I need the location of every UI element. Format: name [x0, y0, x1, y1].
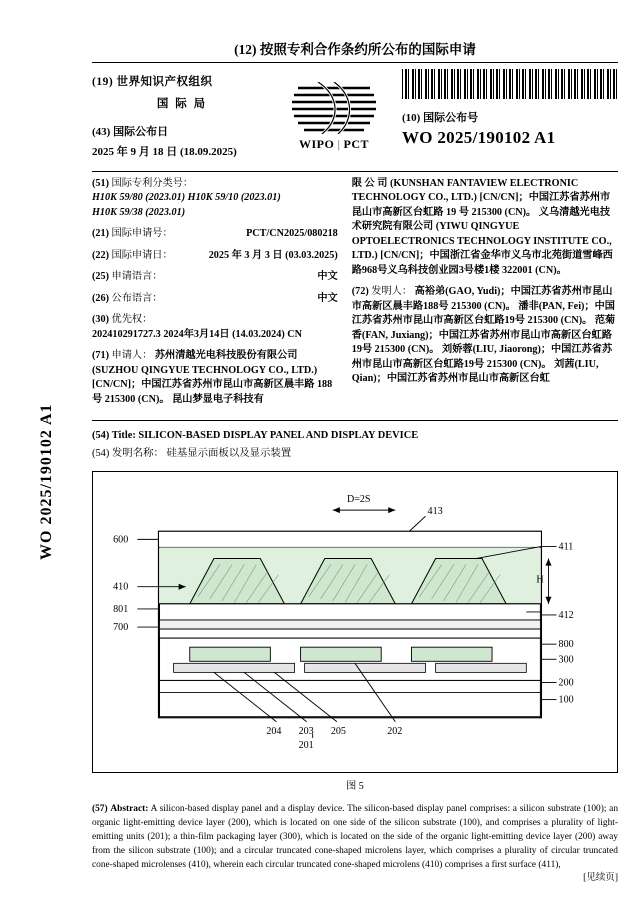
pubno-value: WO 2025/190102 A1 [402, 128, 556, 147]
org-code: (19) [92, 76, 114, 88]
callout-204: 204 [266, 725, 282, 737]
field-inventors-num: (72) [351, 286, 369, 298]
callout-412: 412 [558, 609, 574, 621]
field-ipc-label: 国际专利分类号： [111, 178, 194, 189]
field-ipc-num: (51) [92, 178, 109, 189]
wipo-logo [272, 69, 396, 165]
header-divider [92, 62, 618, 63]
callout-202: 202 [387, 725, 403, 737]
title-en-code: (54) [92, 430, 110, 442]
title-en-value: SILICON-BASED DISPLAY PANEL AND DISPLAY DEVICE [138, 430, 419, 442]
field-filing-num: (22) [92, 249, 109, 261]
callout-201: 201 [298, 739, 314, 751]
masthead-divider [92, 171, 618, 172]
field-inventors [352, 285, 618, 386]
callout-800: 800 [558, 638, 574, 650]
abstract-code: (57) [92, 803, 108, 814]
field-applicant-value: 苏州清越光电科技股份有限公司 (SUZHOU QINGYUE TECHNOLOGY CO., LTD.) [CN/CN]；中国江苏省苏州市昆山市高新区晨丰路 188 号 215300 (CN)。 昆山梦显电子科技有 [92, 350, 333, 405]
field-applicant-cont-value: 限 公 司 (KUNSHAN FANTAVIEW ELECTRONIC TECHNOLOGY CO., LTD.) [CN/CN]；中国江苏省苏州市昆山市高新区台虹路 19 号 215300 (CN)。 义乌清越光电技术研究院有限公司 (YIWU QINGYUE OPTOELECTRONICS TECHNOLOGY INSTITUTE CO., LTD.) [CN/CN]；中国浙江省金华市义乌市北苑街道雪峰西路968号义乌科技创业园3号楼1楼 322001 (CN)。 [351, 178, 613, 276]
masthead-left [92, 69, 272, 165]
footer-continued: [见续页] [583, 873, 618, 883]
field-application-number [92, 227, 338, 241]
callout-200: 200 [558, 677, 574, 689]
biblio-left-column [92, 177, 346, 414]
biblio-divider [92, 420, 618, 421]
wipo-wordmark: WIPO | PCT [299, 137, 369, 151]
callout-410: 410 [113, 581, 129, 593]
callout-411: 411 [558, 541, 574, 553]
field-applicant [92, 349, 338, 407]
pubdate-code: (43) [92, 126, 111, 138]
field-appno-num: (21) [92, 228, 109, 240]
field-publang-label: 公布语言： [111, 292, 163, 304]
field-filinglang-value: 中文 [317, 271, 338, 283]
arrow-right-icon [388, 507, 395, 513]
masthead [92, 69, 618, 165]
callout-700: 700 [113, 621, 129, 633]
page-title: (12) 按照专利合作条约所公布的国际申请 [234, 42, 476, 57]
field-priority-value: 202410291727.3 2024年3月14日 (14.03.2024) CN [92, 328, 302, 340]
field-priority [92, 313, 338, 342]
biblio-right-column [346, 177, 618, 414]
field-publang-value: 中文 [317, 292, 338, 304]
field-ipc-line1: H10K 59/80 (2023.01) H10K 59/10 (2023.01) [92, 192, 281, 204]
callout-H: H [536, 574, 544, 586]
callout-600: 600 [113, 534, 129, 546]
field-filing-date [92, 249, 338, 263]
field-inventors-label: 发明人： [371, 286, 413, 298]
pubno-code: (10) [402, 112, 421, 124]
arrow-left-icon [333, 507, 340, 513]
field-filing-language [92, 270, 338, 284]
barcode [402, 69, 618, 99]
bibliographic-columns [92, 177, 618, 414]
field-ipc-line2: H10K 59/38 (2023.01) [92, 206, 186, 218]
pubno-label: 国际公布号 [423, 112, 479, 124]
field-publang-num: (26) [92, 292, 109, 304]
callout-300: 300 [558, 653, 574, 665]
abstract-label: Abstract: [110, 803, 149, 814]
pubdate-label: 国际公布日 [113, 126, 169, 138]
abstract-section [92, 802, 618, 873]
masthead-right [396, 69, 618, 165]
figure-drawing [93, 472, 617, 772]
field-publication-language [92, 292, 338, 306]
title-cn-value: 硅基显示面板以及显示装置 [166, 447, 292, 459]
field-priority-label: 优先权： [111, 314, 153, 326]
field-filinglang-num: (25) [92, 271, 109, 283]
figure-caption: 图 5 [346, 780, 364, 792]
page-content [92, 38, 618, 883]
callout-203: 203 [298, 725, 314, 737]
abstract-text: A silicon-based display panel and a display device. The silicon-based display panel comprises: a silicon substrate (100); an organic light-emitting device layer (200), which is located on one side of the silicon substrate (100), and comprises a plurality of light-emitting units (201); a thin-film packaging layer (300), which is located on the side of the organic light-emitting device layer (200) away from the silicon substrate (100); and a circular truncated cone-shaped microlens layer, which comprises a plurality of circular truncated cone-shaped microlenses (410), wherein each circular truncated cone-shaped microlens (410) comprises a first surface (411), [92, 803, 619, 871]
callout-801: 801 [113, 603, 129, 615]
field-applicant-continued [352, 177, 618, 278]
field-applicant-label: 申请人： [111, 350, 153, 362]
title-cn-label: 发明名称： [111, 447, 164, 459]
field-filinglang-label: 申请语言： [111, 271, 163, 283]
field-appno-label: 国际申请号： [111, 228, 173, 240]
pubdate-value: 2025 年 9 月 18 日 (18.09.2025) [92, 146, 237, 158]
figure-panel [92, 471, 618, 773]
field-filing-label: 国际申请日： [111, 249, 173, 261]
wipo-label: WIPO [299, 137, 335, 151]
title-cn-code: (54) [92, 447, 110, 459]
dimension-label: D=2S [346, 493, 371, 505]
callout-413: 413 [427, 505, 443, 517]
wipo-globe-icon [288, 82, 380, 134]
field-inventors-value: 高裕弟(GAO, Yudi)；中国江苏省苏州市昆山市高新区晨丰路188号 215300 (CN)。 潘非(PAN, Fei)；中国江苏省苏州市昆山市高新区台虹路19号 215300 (CN)。 范菊香(FAN, Juxiang)；中国江苏省苏州市昆山市高新区台虹路19号 215300 (CN)。 刘娇蓉(LIU, Jiaorong)；中国江苏省苏州市昆山市高新区台虹路19号 215300 (CN)。 刘茜(LIU, Qian)；中国江苏省苏州市昆山市高新区台虹 [351, 286, 616, 385]
callout-100: 100 [558, 694, 574, 706]
org-line1: 世界知识产权组织 [116, 76, 213, 88]
org-line2: 国 际 局 [156, 98, 208, 110]
pct-label: PCT [343, 137, 369, 151]
field-priority-num: (30) [92, 314, 109, 326]
field-appno-value: PCT/CN2025/080218 [246, 228, 338, 240]
field-filing-value: 2025 年 3 月 3 日 (03.03.2025) [208, 249, 338, 261]
spine-publication-number: WO 2025/190102 A1 [38, 403, 55, 560]
field-applicant-num: (71) [92, 350, 109, 362]
callout-205: 205 [330, 725, 346, 737]
title-en-label: Title: [111, 430, 136, 442]
field-ipc [92, 177, 338, 220]
title-section [92, 427, 618, 462]
